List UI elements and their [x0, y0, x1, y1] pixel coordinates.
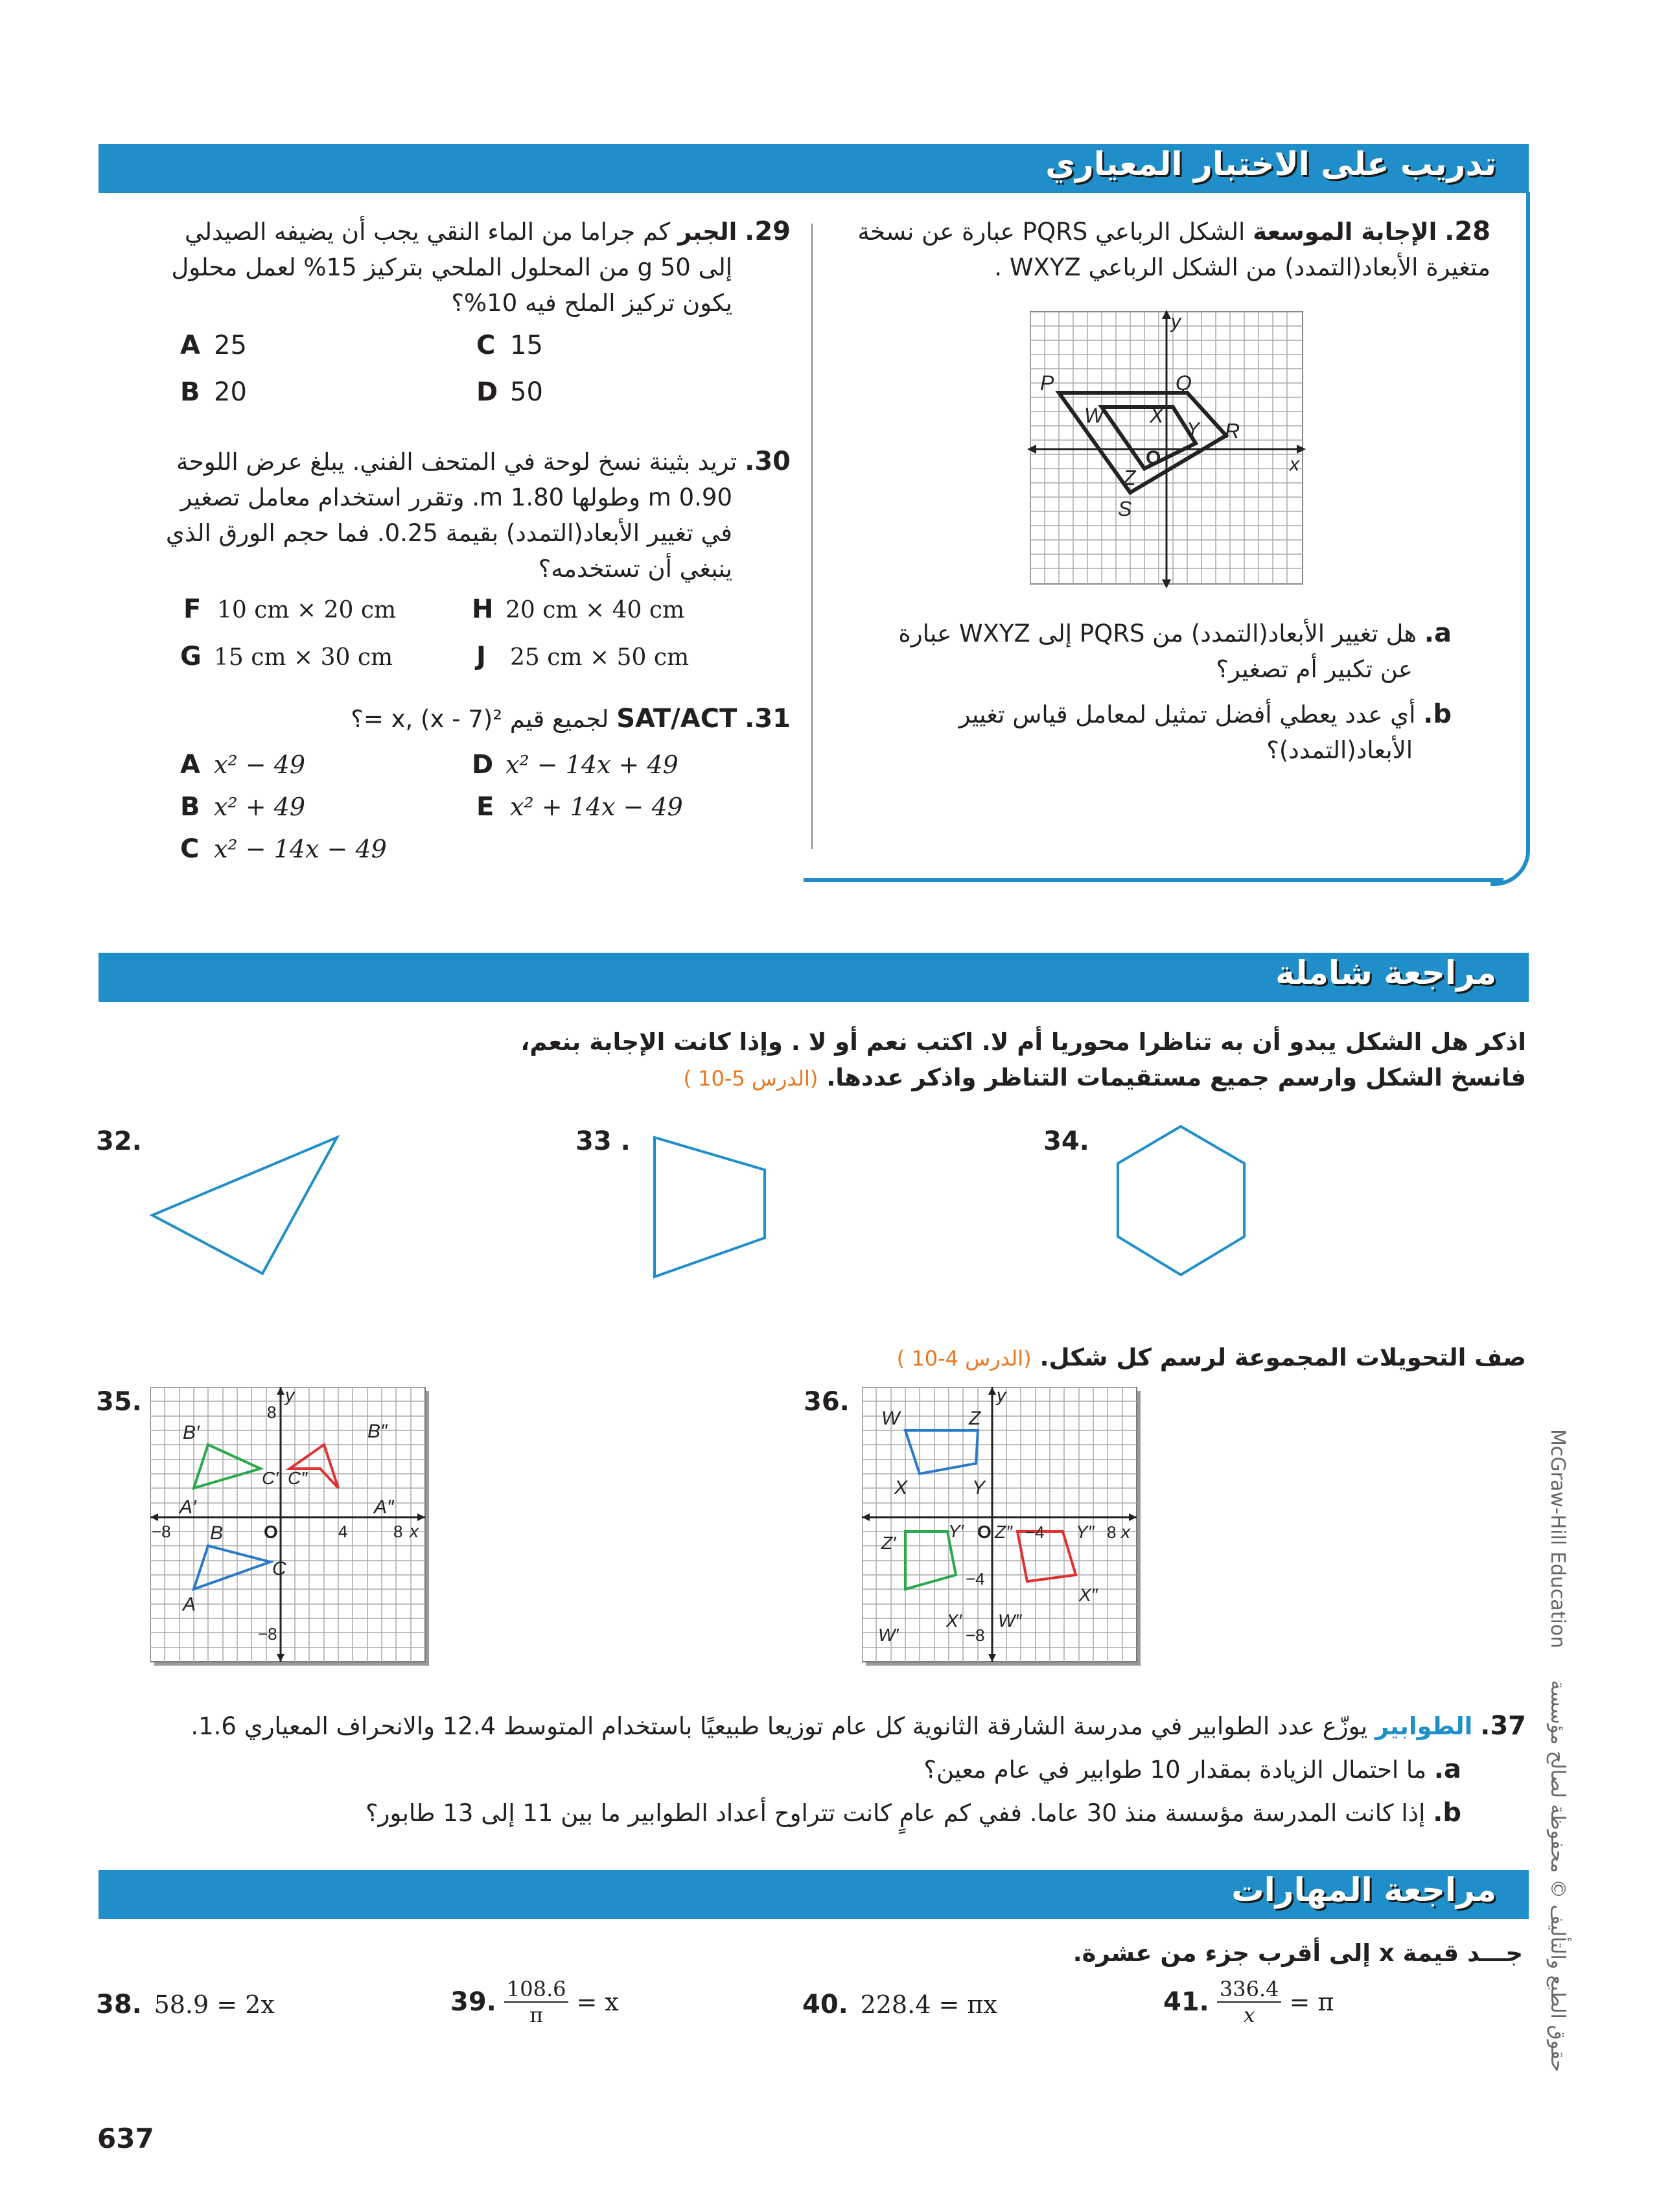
column-divider: [811, 224, 813, 849]
question-topic: الإجابة الموسعة: [1253, 218, 1437, 246]
option-value: x² + 14x − 49: [510, 793, 683, 821]
label-W1: W′: [878, 1625, 899, 1645]
question-29: [143, 214, 791, 321]
question-text: إلى 50 g من المحلول الملحي بتركيز 15% لعمل محلول: [171, 253, 732, 281]
question-38: [96, 1990, 275, 2020]
option-F[interactable]: [183, 594, 396, 624]
origin-label: O: [1146, 447, 1161, 469]
option-value: 20: [214, 377, 247, 407]
equation: 58.9 = 2x: [154, 1990, 275, 2019]
option-letter: F: [183, 594, 202, 624]
denominator: x: [1243, 2003, 1255, 2027]
label-Y: Y: [972, 1477, 986, 1498]
page-number: 637: [97, 2123, 154, 2154]
tick-label: 8: [393, 1522, 403, 1541]
equation: = x: [576, 1988, 619, 2016]
label-Q: Q: [1176, 371, 1192, 395]
option-E[interactable]: [476, 792, 683, 822]
option-letter: D: [476, 377, 498, 407]
option-value: 25 cm × 50 cm: [510, 644, 690, 671]
section-frame-bottom: [804, 878, 1503, 882]
part-label: b.: [1423, 699, 1452, 729]
question-text: 0.90 m وطولها 1.80 m. وتقرر استخدام معامل تصغير: [180, 483, 732, 511]
option-letter: B: [180, 377, 200, 407]
publisher-sidebar: [1546, 1429, 1569, 2077]
option-B[interactable]: [180, 377, 247, 407]
option-D[interactable]: [476, 377, 543, 407]
option-H[interactable]: [472, 594, 684, 624]
option-J[interactable]: [476, 642, 689, 671]
q28-coordinate-graph: [1027, 309, 1312, 594]
question-text: الشكل الرباعي PQRS عبارة عن نسخة: [857, 218, 1246, 246]
section-title: تدريب على الاختبار المعياري: [1045, 145, 1496, 183]
question-text: كم جراما من الماء النقي يجب أن يضيفه الصيدلي: [184, 218, 671, 246]
option-value: 15 cm × 30 cm: [214, 644, 393, 671]
question-33-number: 33 .: [575, 1126, 631, 1156]
instructions-transformations: [842, 1344, 1526, 1371]
part-text: هل تغيير الأبعاد(التمدد) من PQRS إلى WXYZ عبارة: [898, 620, 1417, 647]
denominator: π: [529, 2003, 544, 2027]
part-text: ما احتمال الزيادة بمقدار 10 طوابير في عام معين؟: [923, 1756, 1427, 1784]
label-S: S: [1118, 497, 1132, 520]
publisher-name: McGraw-Hill Education: [1546, 1429, 1569, 1649]
section-title: مراجعة شاملة: [1275, 954, 1496, 992]
axis-label-x: x: [1121, 1522, 1130, 1542]
label-W: W: [881, 1408, 900, 1429]
tick-label: 8: [1107, 1522, 1117, 1542]
question-28a: [836, 616, 1452, 687]
tick-label: 4: [338, 1522, 348, 1541]
tick-label: −4: [1025, 1522, 1045, 1542]
option-value: 50: [510, 377, 543, 407]
part-text: عن تكبير أم تصغير؟: [1216, 655, 1413, 683]
question-number: 31.: [745, 704, 791, 734]
label-X: X: [894, 1477, 908, 1498]
axis-label-y: y: [1171, 311, 1181, 332]
axis-label-x: x: [410, 1521, 419, 1541]
instructions-solve: جـــد قيمة x إلى أقرب جزء من عشرة.: [1073, 1939, 1523, 1967]
tick-label: −4: [966, 1569, 985, 1589]
question-28b: [836, 697, 1452, 768]
q34-hexagon: [1111, 1121, 1251, 1280]
question-35-number: 35.: [96, 1387, 142, 1417]
option-letter: C: [180, 834, 200, 864]
option-value: 10 cm × 20 cm: [217, 597, 397, 623]
label-Y: Y: [1187, 419, 1200, 440]
question-36-number: 36.: [804, 1387, 850, 1417]
tick-label: 8: [267, 1403, 277, 1422]
question-topic: الجبر: [677, 218, 737, 246]
label-Y1: Y′: [948, 1521, 964, 1541]
option-value: x² − 49: [214, 751, 306, 779]
option-value: 25: [214, 331, 247, 360]
axis-label-x: x: [1290, 454, 1299, 475]
part-label: a.: [1424, 618, 1452, 648]
option-letter: D: [472, 750, 494, 780]
label-W: W: [1084, 404, 1104, 427]
copyright-text: حقوق الطبع والتأليف © محفوظة لصالح مؤسسة: [1546, 1680, 1569, 2072]
origin-label: O: [977, 1522, 992, 1542]
section-bar-comprehensive-review: [99, 953, 1529, 1002]
question-39: [450, 1977, 619, 2027]
option-letter: E: [476, 792, 494, 822]
lesson-reference: (الدرس 5-10 ): [683, 1066, 818, 1091]
question-number: 41.: [1163, 1987, 1209, 2017]
option-C[interactable]: [180, 834, 387, 864]
section-frame: [1491, 192, 1530, 886]
question-text: متغيرة الأبعاد(التمدد) من الشكل الرباعي WXYZ .: [994, 253, 1491, 281]
label-Z: Z: [969, 1408, 981, 1429]
tick-label: −8: [966, 1625, 985, 1645]
part-label: b.: [1433, 1798, 1461, 1828]
q33-trapezoid: [648, 1131, 771, 1283]
question-text: يوزّع عدد الطوابير في مدرسة الشارقة الثانوية كل عام توزيعا طبيعيًا باستخدام المتوسط 12.4 والانحراف المعياري 1.6.: [191, 1712, 1368, 1740]
label-C: C: [272, 1558, 286, 1579]
option-value: x² − 14x − 49: [214, 835, 387, 863]
origin-label: O: [264, 1522, 278, 1542]
numerator: 108.6: [504, 1977, 569, 2003]
instructions-symmetry: [194, 1024, 1526, 1097]
question-32-number: 32.: [96, 1126, 142, 1156]
label-Y2: Y″: [1076, 1522, 1095, 1542]
option-value: x² + 49: [214, 793, 306, 821]
question-34-number: 34.: [1043, 1126, 1089, 1156]
part-text: إذا كانت المدرسة مؤسسة منذ 30 عاما. ففي كم عامٍ كانت تتراوح أعداد الطوابير ما بين 11 إلى 13 طابور؟: [365, 1799, 1426, 1827]
tick-label: −8: [152, 1522, 171, 1541]
section-title: مراجعة المهارات: [1231, 1871, 1496, 1909]
option-letter: J: [476, 642, 486, 671]
part-label: a.: [1433, 1754, 1461, 1784]
label-R: R: [1225, 419, 1240, 443]
question-41: [1163, 1977, 1334, 2027]
question-number: 29.: [745, 216, 791, 246]
label-W2: W″: [998, 1611, 1022, 1631]
question-topic: SAT/ACT: [616, 704, 737, 734]
label-A: A: [183, 1594, 196, 1615]
axis-label-y: y: [997, 1387, 1006, 1405]
option-letter: A: [180, 331, 200, 360]
option-letter: H: [472, 594, 494, 624]
option-letter: B: [180, 792, 200, 822]
lesson-reference: (الدرس 4-10 ): [896, 1346, 1032, 1371]
option-value: 20 cm × 40 cm: [505, 597, 685, 623]
label-X2: X″: [1079, 1585, 1098, 1605]
option-B[interactable]: [180, 792, 305, 822]
q35-coordinate-graph: [150, 1387, 435, 1672]
part-text: أي عدد يعطي أفضل تمثيل لمعامل قياس تغيير: [958, 701, 1416, 728]
part-text: الأبعاد(التمدد)؟: [1266, 736, 1413, 764]
question-37: [130, 1705, 1526, 1835]
option-D[interactable]: [472, 750, 679, 780]
label-A2: A″: [374, 1496, 394, 1518]
question-28: [836, 214, 1491, 285]
question-31: [272, 701, 791, 737]
section-bar-standardized-test: [99, 144, 1529, 193]
label-Z2: Z″: [995, 1522, 1013, 1542]
question-number: 30.: [745, 447, 791, 476]
label-C1: C′: [262, 1468, 279, 1488]
label-C2: C″: [288, 1468, 308, 1488]
label-B1: B′: [183, 1422, 200, 1443]
question-number: 40.: [802, 1990, 848, 2020]
tick-label: −8: [258, 1624, 277, 1644]
label-Z1: Z′: [881, 1533, 896, 1553]
label-P: P: [1040, 371, 1054, 395]
label-B: B: [210, 1522, 224, 1544]
equation: 228.4 = πx: [860, 1990, 997, 2019]
question-text: ينبغي أن تستخدمه؟: [538, 555, 732, 583]
label-B2: B″: [367, 1421, 388, 1442]
fraction: [504, 1977, 569, 2027]
question-topic: الطوابير: [1375, 1712, 1473, 1740]
question-number: 37.: [1480, 1711, 1526, 1741]
question-text: تريد بثينة نسخ لوحة في المتحف الفني. يبلغ عرض اللوحة: [176, 448, 737, 476]
question-number: 38.: [96, 1990, 142, 2020]
option-value: x² − 14x + 49: [505, 751, 679, 779]
option-A[interactable]: [180, 331, 247, 360]
section-bar-skills-review: [99, 1870, 1529, 1919]
label-X: X: [1150, 404, 1164, 427]
question-40: [802, 1990, 997, 2020]
fraction: [1217, 1977, 1282, 2027]
numerator: 336.4: [1217, 1977, 1282, 2003]
q32-triangle: [146, 1131, 347, 1280]
label-Z: Z: [1123, 466, 1136, 489]
instruction-text: فانسخ الشكل وارسم جميع مستقيمات التناظر واذكر عددها.: [826, 1064, 1526, 1091]
label-A1: A′: [180, 1496, 196, 1518]
question-number: 28.: [1444, 216, 1491, 246]
option-letter: G: [180, 642, 202, 671]
question-text: في تغيير الأبعاد(التمدد) بقيمة 0.25. فما حجم الورق الذي: [165, 519, 732, 547]
option-C[interactable]: [476, 331, 543, 360]
instruction-text: صف التحويلات المجموعة لرسم كل شكل.: [1039, 1344, 1526, 1371]
option-A[interactable]: [180, 750, 305, 780]
axis-label-y: y: [285, 1387, 294, 1405]
option-value: 15: [510, 331, 543, 360]
q36-coordinate-graph: [862, 1387, 1147, 1672]
question-text: يكون تركيز الملح فيه 10%؟: [451, 289, 732, 317]
question-30: [117, 444, 791, 587]
label-X1: X′: [946, 1611, 962, 1631]
option-letter: A: [180, 750, 200, 780]
option-G[interactable]: [180, 642, 393, 671]
instruction-text: اذكر هل الشكل يبدو أن به تناظرا محوريا أم لا. اكتب نعم أو لا . وإذا كانت الإجابة بنعم،: [520, 1028, 1526, 1056]
equation: = π: [1289, 1988, 1334, 2016]
question-text: لجميع قيم x, (x - 7)² =؟: [351, 705, 609, 733]
option-letter: C: [476, 331, 496, 360]
question-number: 39.: [450, 1987, 496, 2017]
